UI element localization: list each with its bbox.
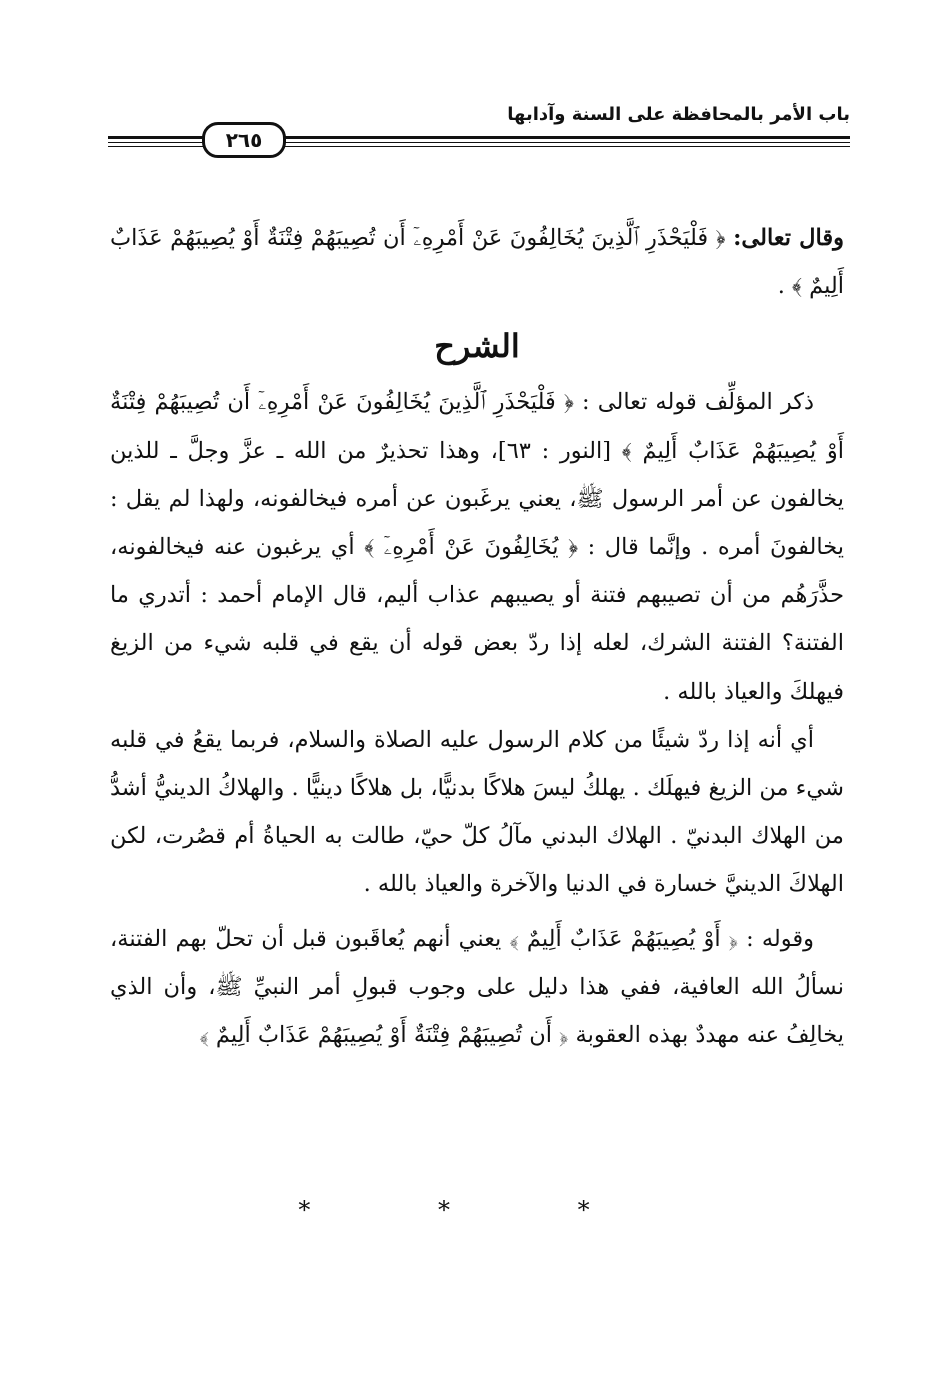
commentary-paragraph-3: وقوله : ﴿ أَوْ يُصِيبَهُمْ عَذَابٌ أَلِيمٌ ﴾ يعني أنهم يُعاقَبون قبل أن تحلّ بهم الفتنة، نسألُ الله العافية، ففي هذا دليل على وجوب قبولِ أمر النبيِّ ﷺ، وأن الذي يخالِفُ عنه مهددٌ بهذه العقوبة ﴿ أَن تُصِيبَهُمْ فِتْنَةٌ أَوْ يُصِيبَهُمْ عَذَابٌ أَلِيمٌ ﴾ bbox=[110, 925, 844, 1049]
chapter-title: باب الأمر بالمحافظة على السنة وآدابها bbox=[507, 104, 850, 125]
commentary-paragraph-2: أي أنه إذا ردّ شيئًا من كلام الرسول عليه الصلاة والسلام، فربما يقعُ في قلبه شيء من الزيغ فيهلَك . يهلكُ ليسَ هلاكًا بدنيًّا، بل هلاكًا دينيًّا . والهلاكُ الدينيُّ أشدُّ من الهلاك البدنيّ . الهلاك البدني مآلُ كلّ حيّ، طالت به الحياةُ أم قصُرت، لكن الهلاكَ الدينيَّ خسارة في الدنيا والآخرة والعياذ بالله . bbox=[110, 726, 844, 898]
intro-lead: وقال تعالى: bbox=[733, 225, 844, 251]
commentary-paragraph-1: ذكر المؤلِّف قوله تعالى : ﴿ فَلْيَحْذَرِ ٱلَّذِينَ يُخَالِفُونَ عَنْ أَمْرِهِۦٓ أَن تُصِيبَهُمْ فِتْنَةٌ أَوْ يُصِيبَهُمْ عَذَابٌ أَلِيمٌ ﴾ [النور : ٦٣]، وهذا تحذيرٌ من الله ـ عزَّ وجلَّ ـ للذين يخالفون عن أمر الرسول ﷺ، يعني يرغَبون عن أمره فيخالفونه، ولهذا لم يقل : يخالفونَ أمره . وإنَّما قال : ﴿ يُخَالِفُونَ عَنْ أَمْرِهِۦٓ ﴾ أي يرغبون عنه فيخالفونه، حذَّرَهُم من أن تصيبهم فتنة أو يصيبهم عذاب أليم، قال الإمام أحمد : أتدري ما الفتنة؟ الفتنة الشرك، لعله إذا ردّ بعض قوله أن يقع في قلبه شيء من الزيغ فيهلكَ والعياذ بالله . bbox=[110, 389, 844, 705]
intro-paragraph bbox=[110, 214, 844, 310]
section-separator: * * * bbox=[298, 1196, 650, 1224]
section-title: الشرح bbox=[434, 327, 520, 366]
page-number: ٢٦٥ bbox=[202, 122, 286, 158]
intro-verse: ﴿ فَلْيَحْذَرِ ٱلَّذِينَ يُخَالِفُونَ عَنْ أَمْرِهِۦٓ أَن تُصِيبَهُمْ فِتْنَةٌ أَوْ يُصِيبَهُمْ عَذَابٌ أَلِيمٌ ﴾ . bbox=[110, 225, 844, 300]
page-body bbox=[110, 214, 844, 1059]
running-header bbox=[108, 92, 850, 162]
